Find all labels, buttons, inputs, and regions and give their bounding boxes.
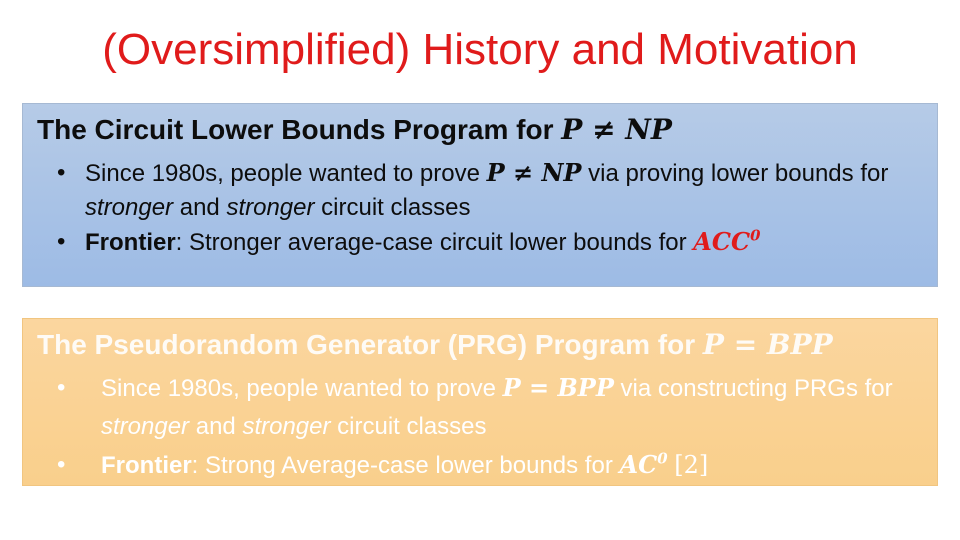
circuit-bullet2-strong: Frontier (85, 229, 176, 256)
circuit-bullet-frontier (57, 225, 919, 260)
prg-bullet-history (57, 369, 919, 446)
circuit-bullet1-math: P ≠ NP (486, 158, 582, 187)
prg-heading-math: P = BPP (702, 328, 833, 361)
circuit-bullet-history (57, 156, 919, 225)
prg-box-heading (37, 327, 833, 363)
bullet-icon: • (57, 451, 66, 478)
prg-bullet2-text: : Strong Average-case lower bounds for (191, 452, 613, 479)
circuit-bullet-list (57, 156, 919, 260)
bullet-icon: • (57, 374, 66, 401)
prg-bullet1-math: P = BPP (502, 373, 614, 402)
prg-bullet1-em1: stronger (101, 413, 190, 440)
circuit-bullet2-text: : Stronger average-case circuit lower bounds for (175, 229, 687, 256)
citation-reference: [2] (674, 451, 709, 479)
circuit-bullet1-part1: Since 1980s, people wanted to prove (85, 160, 480, 187)
prg-bullet2-strong: Frontier (101, 452, 192, 479)
prg-bullet2-math (619, 450, 667, 479)
acc-symbol: ACC (693, 227, 751, 256)
acc-superscript: 0 (750, 226, 761, 245)
circuit-box-heading (37, 112, 672, 148)
circuit-bullet1-part2: via proving lower bounds for (588, 160, 889, 187)
prg-bullet1-part3: circuit classes (337, 413, 487, 440)
prg-bullet1-mid: and (195, 413, 236, 440)
circuit-bullet1-mid: and (179, 194, 220, 221)
prg-bullet-list (57, 369, 919, 485)
circuit-heading-math: P ≠ NP (561, 113, 672, 146)
prg-program-box (22, 318, 938, 486)
circuit-lower-bounds-box (22, 103, 938, 287)
prg-heading-text: The Pseudorandom Generator (PRG) Program for (37, 329, 696, 360)
circuit-bullet1-em1: stronger (85, 194, 174, 221)
bullet-icon: • (57, 159, 66, 186)
prg-bullet1-part1: Since 1980s, people wanted to prove (101, 375, 496, 402)
circuit-bullet1-part3: circuit classes (321, 194, 471, 221)
slide-title: (Oversimplified) History and Motivation (102, 25, 858, 74)
prg-bullet1-part2: via constructing PRGs for (620, 375, 893, 402)
circuit-bullet1-em2: stronger (226, 194, 315, 221)
ac-superscript: 0 (657, 449, 668, 468)
circuit-bullet2-math (693, 227, 760, 256)
prg-bullet1-em2: stronger (242, 413, 331, 440)
prg-bullet-frontier (57, 446, 919, 485)
circuit-heading-text: The Circuit Lower Bounds Program for (37, 114, 554, 145)
bullet-icon: • (57, 228, 66, 255)
ac-symbol: AC (619, 450, 658, 479)
